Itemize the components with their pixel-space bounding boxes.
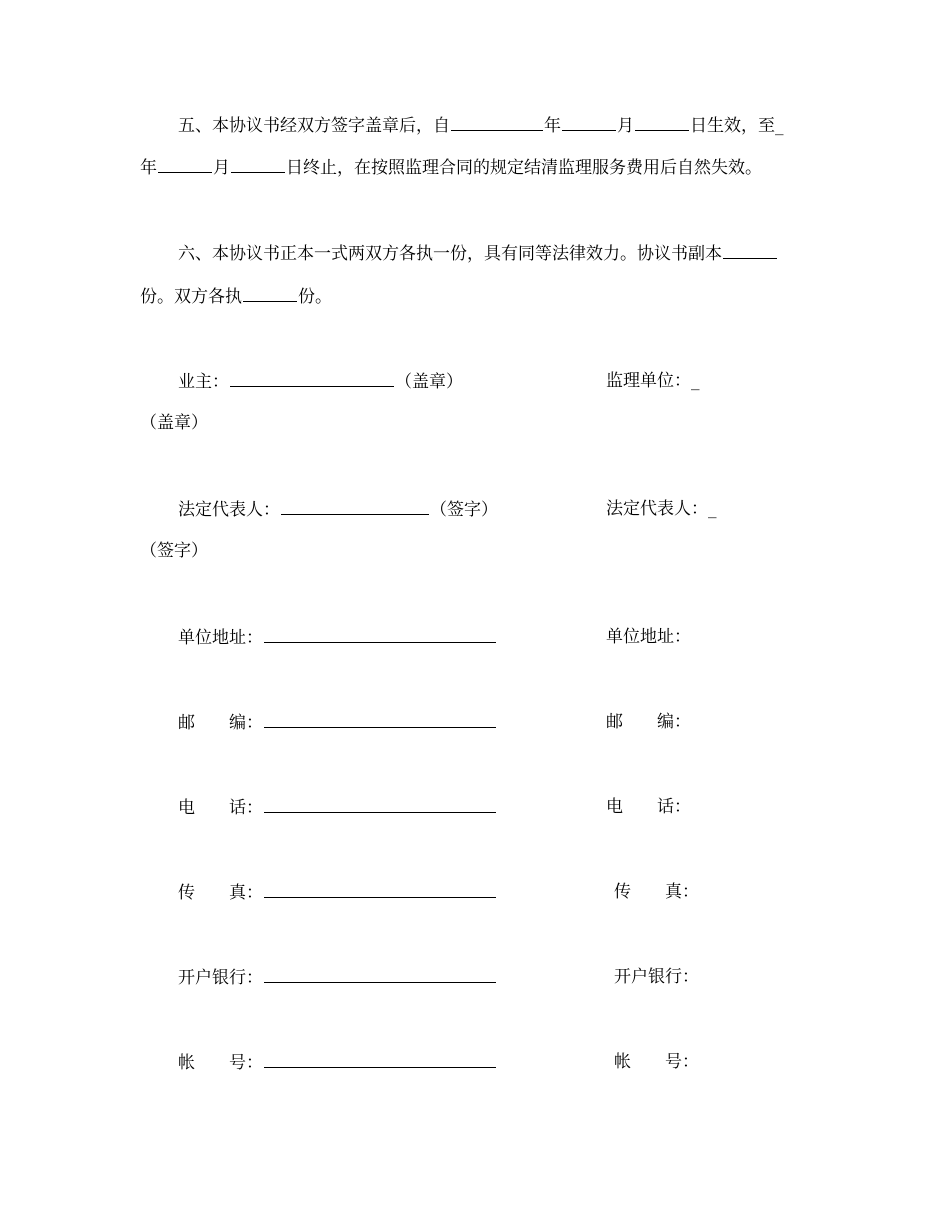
right-address-label: 单位地址： bbox=[606, 627, 691, 647]
rep-left-label: 法定代表人： bbox=[178, 500, 280, 520]
clause6-line2 bbox=[140, 284, 332, 309]
end-day-blank[interactable] bbox=[231, 155, 285, 173]
rep-right-underscore: _ bbox=[708, 499, 717, 519]
left-bank-row bbox=[178, 965, 497, 990]
seal-wrap: （盖章） bbox=[140, 413, 208, 433]
left-account-label: 帐 号： bbox=[178, 1053, 263, 1073]
left-postcode-row bbox=[178, 710, 497, 735]
sign-wrap: （签字） bbox=[140, 541, 208, 561]
rep-right-line bbox=[606, 497, 717, 521]
left-phone-label: 电 话： bbox=[178, 798, 263, 818]
left-phone-row bbox=[178, 795, 497, 820]
start-month-blank[interactable] bbox=[562, 113, 616, 131]
clause5-end-year-label: 年 bbox=[140, 158, 157, 178]
clause5-line2 bbox=[140, 155, 762, 180]
clause5-year-label: 年 bbox=[544, 116, 561, 136]
rep-right-label: 法定代表人： bbox=[606, 499, 708, 519]
start-year-blank[interactable] bbox=[451, 113, 543, 131]
clause6-end-text: 份。 bbox=[298, 287, 332, 307]
owner-label: 业主： bbox=[178, 372, 229, 392]
right-account-label: 帐 号： bbox=[614, 1052, 699, 1072]
left-bank-blank[interactable] bbox=[264, 965, 496, 983]
left-fax-row bbox=[178, 880, 497, 905]
copies-blank[interactable] bbox=[723, 241, 777, 259]
clause5-effective-text: 日生效，至 bbox=[690, 116, 775, 136]
left-postcode-label: 邮 编： bbox=[178, 713, 263, 733]
left-fax-label: 传 真： bbox=[178, 883, 263, 903]
right-phone-label: 电 话： bbox=[606, 797, 691, 817]
left-fax-blank[interactable] bbox=[264, 880, 496, 898]
clause6-each-text: 份。双方各执 bbox=[140, 287, 242, 307]
rep-left-sign: （签字） bbox=[430, 500, 498, 520]
left-address-row bbox=[178, 625, 497, 650]
clause6-line1 bbox=[178, 241, 778, 266]
right-bank-label: 开户银行： bbox=[614, 967, 699, 987]
rep-left-line bbox=[178, 497, 498, 522]
right-postcode-label: 邮 编： bbox=[606, 712, 691, 732]
left-postcode-blank[interactable] bbox=[264, 710, 496, 728]
rep-left-blank[interactable] bbox=[281, 497, 429, 515]
clause5-underscore: _ bbox=[775, 116, 784, 136]
left-address-label: 单位地址： bbox=[178, 628, 263, 648]
left-account-blank[interactable] bbox=[264, 1050, 496, 1068]
owner-line bbox=[178, 369, 463, 394]
owner-blank[interactable] bbox=[230, 369, 394, 387]
supervisor-label: 监理单位： bbox=[606, 371, 691, 391]
clause5-end-month-label: 月 bbox=[213, 158, 230, 178]
owner-seal: （盖章） bbox=[395, 372, 463, 392]
end-month-blank[interactable] bbox=[158, 155, 212, 173]
supervisor-underscore: _ bbox=[691, 371, 700, 391]
clause5-month-label: 月 bbox=[617, 116, 634, 136]
clause5-line1 bbox=[178, 113, 784, 138]
left-account-row bbox=[178, 1050, 497, 1075]
start-day-blank[interactable] bbox=[635, 113, 689, 131]
clause5-end-text: 日终止，在按照监理合同的规定结清监理服务费用后自然失效。 bbox=[286, 158, 762, 178]
left-bank-label: 开户银行： bbox=[178, 968, 263, 988]
supervisor-line bbox=[606, 369, 700, 393]
right-fax-label: 传 真： bbox=[614, 882, 699, 902]
clause6-text: 六、本协议书正本一式两双方各执一份，具有同等法律效力。协议书副本 bbox=[178, 244, 722, 264]
each-copies-blank[interactable] bbox=[243, 284, 297, 302]
clause5-text-start: 五、本协议书经双方签字盖章后，自 bbox=[178, 116, 450, 136]
left-phone-blank[interactable] bbox=[264, 795, 496, 813]
left-address-blank[interactable] bbox=[264, 625, 496, 643]
